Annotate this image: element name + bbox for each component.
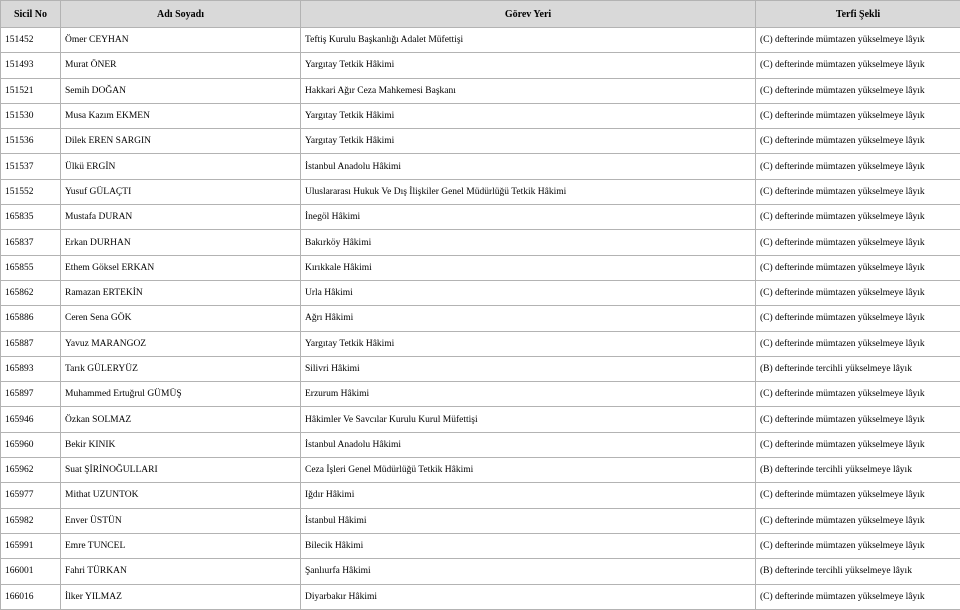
- table-row: [1, 53, 960, 78]
- cell-sicil-no: 165960: [1, 432, 61, 457]
- cell-sicil-no: 151493: [1, 53, 61, 78]
- header-sicil-no: Sicil No: [1, 1, 61, 28]
- cell-sicil-no: 151552: [1, 179, 61, 204]
- cell-adi-soyadi: Musa Kazım EKMEN: [61, 103, 301, 128]
- table-row: [1, 129, 960, 154]
- cell-terfi-sekli: (C) defterinde mümtazen yükselmeye lâyık: [756, 78, 960, 103]
- table-row: [1, 154, 960, 179]
- cell-gorev-yeri: Yargıtay Tetkik Hâkimi: [301, 331, 756, 356]
- table-row: [1, 179, 960, 204]
- table-row: [1, 280, 960, 305]
- cell-sicil-no: 165862: [1, 280, 61, 305]
- cell-adi-soyadi: Erkan DURHAN: [61, 230, 301, 255]
- cell-sicil-no: 165886: [1, 306, 61, 331]
- cell-terfi-sekli: (C) defterinde mümtazen yükselmeye lâyık: [756, 306, 960, 331]
- cell-adi-soyadi: Yavuz MARANGOZ: [61, 331, 301, 356]
- cell-adi-soyadi: Tarık GÜLERYÜZ: [61, 356, 301, 381]
- header-terfi-sekli: Terfi Şekli: [756, 1, 960, 28]
- cell-gorev-yeri: Ağrı Hâkimi: [301, 306, 756, 331]
- table-row: [1, 255, 960, 280]
- table-row: [1, 458, 960, 483]
- cell-sicil-no: 166016: [1, 584, 61, 609]
- cell-gorev-yeri: Ceza İşleri Genel Müdürlüğü Tetkik Hâkimi: [301, 458, 756, 483]
- cell-terfi-sekli: (C) defterinde mümtazen yükselmeye lâyık: [756, 331, 960, 356]
- cell-terfi-sekli: (B) defterinde tercihli yükselmeye lâyık: [756, 559, 960, 584]
- cell-terfi-sekli: (C) defterinde mümtazen yükselmeye lâyık: [756, 584, 960, 609]
- cell-gorev-yeri: Kırıkkale Hâkimi: [301, 255, 756, 280]
- cell-terfi-sekli: (C) defterinde mümtazen yükselmeye lâyık: [756, 230, 960, 255]
- cell-sicil-no: 165837: [1, 230, 61, 255]
- cell-sicil-no: 165835: [1, 205, 61, 230]
- cell-terfi-sekli: (C) defterinde mümtazen yükselmeye lâyık: [756, 205, 960, 230]
- header-row: [1, 1, 960, 28]
- cell-terfi-sekli: (C) defterinde mümtazen yükselmeye lâyık: [756, 382, 960, 407]
- table-body: [1, 28, 960, 610]
- cell-adi-soyadi: Mithat UZUNTOK: [61, 483, 301, 508]
- cell-sicil-no: 165855: [1, 255, 61, 280]
- cell-sicil-no: 165897: [1, 382, 61, 407]
- cell-gorev-yeri: Hakkari Ağır Ceza Mahkemesi Başkanı: [301, 78, 756, 103]
- cell-adi-soyadi: Emre TUNCEL: [61, 533, 301, 558]
- header-gorev-yeri: Görev Yeri: [301, 1, 756, 28]
- cell-adi-soyadi: Özkan SOLMAZ: [61, 407, 301, 432]
- table-row: [1, 584, 960, 609]
- table-row: [1, 508, 960, 533]
- table-row: [1, 382, 960, 407]
- cell-gorev-yeri: İnegöl Hâkimi: [301, 205, 756, 230]
- table-row: [1, 432, 960, 457]
- table-row: [1, 331, 960, 356]
- table-row: [1, 28, 960, 53]
- cell-gorev-yeri: Bakırköy Hâkimi: [301, 230, 756, 255]
- cell-terfi-sekli: (C) defterinde mümtazen yükselmeye lâyık: [756, 53, 960, 78]
- cell-gorev-yeri: Yargıtay Tetkik Hâkimi: [301, 53, 756, 78]
- cell-gorev-yeri: İstanbul Anadolu Hâkimi: [301, 432, 756, 457]
- table-row: [1, 230, 960, 255]
- cell-gorev-yeri: Yargıtay Tetkik Hâkimi: [301, 129, 756, 154]
- cell-adi-soyadi: Dilek EREN SARGIN: [61, 129, 301, 154]
- table-row: [1, 356, 960, 381]
- cell-sicil-no: 151521: [1, 78, 61, 103]
- cell-gorev-yeri: Iğdır Hâkimi: [301, 483, 756, 508]
- cell-adi-soyadi: Ceren Sena GÖK: [61, 306, 301, 331]
- cell-terfi-sekli: (C) defterinde mümtazen yükselmeye lâyık: [756, 28, 960, 53]
- cell-terfi-sekli: (C) defterinde mümtazen yükselmeye lâyık: [756, 129, 960, 154]
- cell-adi-soyadi: Bekir KINIK: [61, 432, 301, 457]
- cell-sicil-no: 165982: [1, 508, 61, 533]
- table-row: [1, 306, 960, 331]
- cell-sicil-no: 165946: [1, 407, 61, 432]
- cell-gorev-yeri: Şanlıurfa Hâkimi: [301, 559, 756, 584]
- table-row: [1, 559, 960, 584]
- cell-terfi-sekli: (C) defterinde mümtazen yükselmeye lâyık: [756, 154, 960, 179]
- table-header: [1, 1, 960, 28]
- cell-gorev-yeri: Urla Hâkimi: [301, 280, 756, 305]
- cell-gorev-yeri: Yargıtay Tetkik Hâkimi: [301, 103, 756, 128]
- cell-gorev-yeri: Bilecik Hâkimi: [301, 533, 756, 558]
- cell-terfi-sekli: (C) defterinde mümtazen yükselmeye lâyık: [756, 255, 960, 280]
- cell-terfi-sekli: (C) defterinde mümtazen yükselmeye lâyık: [756, 432, 960, 457]
- cell-adi-soyadi: Ethem Göksel ERKAN: [61, 255, 301, 280]
- cell-adi-soyadi: Enver ÜSTÜN: [61, 508, 301, 533]
- table-row: [1, 533, 960, 558]
- cell-terfi-sekli: (C) defterinde mümtazen yükselmeye lâyık: [756, 179, 960, 204]
- cell-adi-soyadi: Fahri TÜRKAN: [61, 559, 301, 584]
- cell-sicil-no: 165991: [1, 533, 61, 558]
- cell-adi-soyadi: Muhammed Ertuğrul GÜMÜŞ: [61, 382, 301, 407]
- cell-adi-soyadi: Murat ÖNER: [61, 53, 301, 78]
- cell-terfi-sekli: (C) defterinde mümtazen yükselmeye lâyık: [756, 103, 960, 128]
- cell-terfi-sekli: (C) defterinde mümtazen yükselmeye lâyık: [756, 407, 960, 432]
- cell-gorev-yeri: İstanbul Anadolu Hâkimi: [301, 154, 756, 179]
- cell-terfi-sekli: (B) defterinde tercihli yükselmeye lâyık: [756, 356, 960, 381]
- cell-terfi-sekli: (B) defterinde tercihli yükselmeye lâyık: [756, 458, 960, 483]
- cell-gorev-yeri: Diyarbakır Hâkimi: [301, 584, 756, 609]
- cell-gorev-yeri: Hâkimler Ve Savcılar Kurulu Kurul Müfettişi: [301, 407, 756, 432]
- cell-adi-soyadi: Semih DOĞAN: [61, 78, 301, 103]
- table-row: [1, 103, 960, 128]
- cell-terfi-sekli: (C) defterinde mümtazen yükselmeye lâyık: [756, 533, 960, 558]
- cell-sicil-no: 151537: [1, 154, 61, 179]
- cell-sicil-no: 166001: [1, 559, 61, 584]
- cell-sicil-no: 151536: [1, 129, 61, 154]
- cell-adi-soyadi: Ülkü ERGİN: [61, 154, 301, 179]
- cell-terfi-sekli: (C) defterinde mümtazen yükselmeye lâyık: [756, 280, 960, 305]
- cell-adi-soyadi: Yusuf GÜLAÇTI: [61, 179, 301, 204]
- cell-gorev-yeri: İstanbul Hâkimi: [301, 508, 756, 533]
- table-row: [1, 205, 960, 230]
- cell-adi-soyadi: Suat ŞİRİNOĞULLARI: [61, 458, 301, 483]
- cell-terfi-sekli: (C) defterinde mümtazen yükselmeye lâyık: [756, 508, 960, 533]
- cell-sicil-no: 165962: [1, 458, 61, 483]
- cell-sicil-no: 165977: [1, 483, 61, 508]
- table-row: [1, 483, 960, 508]
- cell-sicil-no: 165887: [1, 331, 61, 356]
- cell-gorev-yeri: Teftiş Kurulu Başkanlığı Adalet Müfettişi: [301, 28, 756, 53]
- cell-adi-soyadi: Ömer CEYHAN: [61, 28, 301, 53]
- cell-gorev-yeri: Uluslararası Hukuk Ve Dış İlişkiler Genel Müdürlüğü Tetkik Hâkimi: [301, 179, 756, 204]
- cell-sicil-no: 151452: [1, 28, 61, 53]
- cell-terfi-sekli: (C) defterinde mümtazen yükselmeye lâyık: [756, 483, 960, 508]
- cell-gorev-yeri: Silivri Hâkimi: [301, 356, 756, 381]
- table-row: [1, 78, 960, 103]
- header-adi-soyadi: Adı Soyadı: [61, 1, 301, 28]
- cell-sicil-no: 165893: [1, 356, 61, 381]
- cell-adi-soyadi: Mustafa DURAN: [61, 205, 301, 230]
- cell-sicil-no: 151530: [1, 103, 61, 128]
- table-row: [1, 407, 960, 432]
- cell-adi-soyadi: Ramazan ERTEKİN: [61, 280, 301, 305]
- cell-gorev-yeri: Erzurum Hâkimi: [301, 382, 756, 407]
- cell-adi-soyadi: İlker YILMAZ: [61, 584, 301, 609]
